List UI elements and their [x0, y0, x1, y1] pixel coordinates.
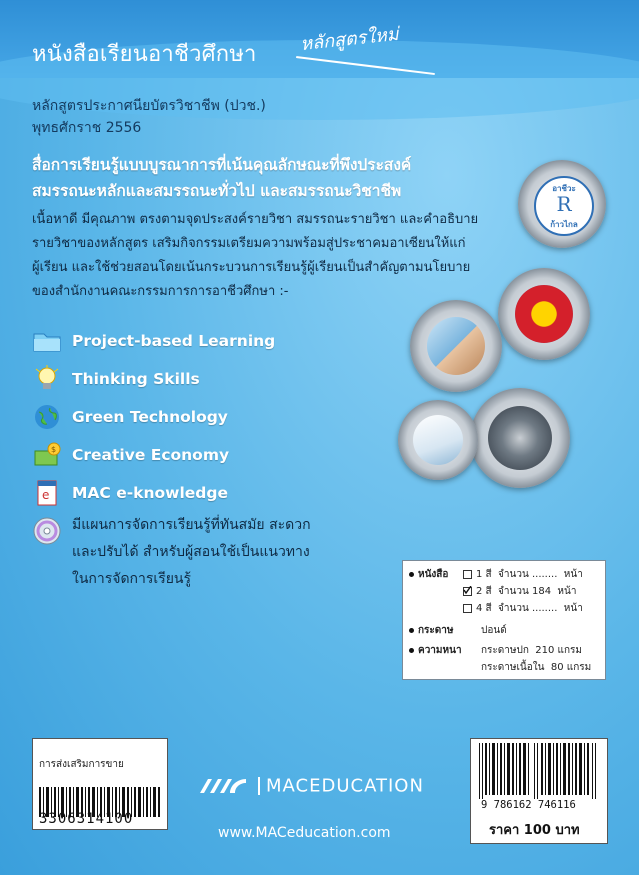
inner-paper-label: กระดาษเนื้อใน: [481, 662, 545, 673]
headline-line: สื่อการเรียนรู้แบบบูรณาการที่เน้นคุณลักษณะที่พึงประสงค์: [32, 156, 412, 174]
checkbox-1-color: [463, 570, 472, 579]
paper-label: กระดาษ: [418, 625, 454, 636]
price-label: ราคา 100 บาท: [489, 823, 580, 838]
badge-bottom-text: ก้าวไกล: [550, 220, 578, 229]
isbn-number: 9 786162 746116: [481, 799, 576, 811]
gram-unit: แกรม: [566, 662, 592, 673]
thickness-label: ความหนา: [418, 645, 462, 656]
page-unit: หน้า: [557, 586, 577, 597]
gear-charts: [398, 400, 478, 480]
count-label: จำนวน: [498, 603, 529, 614]
feature-label: Project-based Learning: [72, 332, 276, 350]
planning-line: มีแผนการจัดการเรียนรู้ที่ทันสมัย สะดวก: [72, 517, 311, 533]
bullet-icon: [409, 628, 414, 633]
new-curriculum-badge: หลักสูตรใหม่: [299, 23, 400, 56]
logo-text: MACEDUCATION: [266, 775, 424, 797]
count4-value: ........: [531, 603, 558, 614]
print-spec-box: [402, 560, 606, 680]
badge-letter: R: [556, 192, 572, 216]
gear-handshake: [410, 300, 502, 392]
description-line: รายวิชาของหลักสูตร เสริมกิจกรรมเตรียมความพร้อมสู่ประชาคมอาเซียนให้แก่: [32, 236, 466, 251]
feature-list: [32, 322, 275, 512]
feature-label: Green Technology: [72, 408, 228, 426]
lightbulb-icon: [32, 365, 62, 393]
checkbox-4-color: [463, 604, 472, 613]
count-label: จำนวน: [498, 586, 529, 597]
cover-gram-value: 210: [535, 645, 555, 656]
money-icon: [32, 441, 62, 469]
feature-item: [32, 436, 275, 474]
svg-text:e: e: [42, 488, 50, 502]
logo-divider: [258, 777, 260, 795]
headline: [32, 152, 472, 204]
headline-line: สมรรถนะหลักและสมรรถนะทั่วไป และสมรรถนะวิชาชีพ: [32, 182, 402, 200]
feature-item: [32, 322, 275, 360]
cover-paper-label: กระดาษปก: [481, 645, 529, 656]
isbn-barcode: [470, 738, 608, 844]
checkbox-2-color-checked: [463, 587, 472, 596]
book-label: หนังสือ: [418, 569, 449, 580]
gear-vocational-badge: [518, 160, 606, 248]
feature-item: [32, 474, 275, 512]
color2-label: 2 สี: [476, 586, 492, 597]
feature-item: [32, 360, 275, 398]
description-line: ของสำนักงานคณะกรรมการการอาชีวศึกษา :-: [32, 284, 289, 299]
gear-machinery: [470, 388, 570, 488]
feature-label: Thinking Skills: [72, 370, 200, 388]
color4-label: 4 สี: [476, 603, 492, 614]
planning-line: ในการจัดการเรียนรู้: [72, 571, 192, 587]
curriculum-year: พุทธศักราช 2556: [32, 120, 142, 136]
description: [32, 208, 502, 304]
barcode-bars: [479, 743, 599, 799]
feature-label: Creative Economy: [72, 446, 230, 464]
e-knowledge-icon: [32, 479, 62, 507]
feature-item: [32, 398, 275, 436]
mac-education-logo: [200, 775, 424, 797]
promo-barcode: [32, 738, 168, 830]
bullet-icon: [409, 572, 414, 577]
bullet-icon: [409, 648, 414, 653]
globe-icon: [32, 403, 62, 431]
page-unit: หน้า: [563, 603, 583, 614]
folder-icon: [32, 327, 62, 355]
curriculum-name: หลักสูตรประกาศนียบัตรวิชาชีพ (ปวช.): [32, 98, 266, 114]
description-line: ผู้เรียน และใช้ช่วยสอนโดยเน้นกระบวนการเรียนรู้ผู้เรียนเป็นสำคัญตามนโยบาย: [32, 260, 471, 275]
page-unit: หน้า: [563, 569, 583, 580]
paper-value: ปอนด์: [481, 625, 507, 636]
count2-value: 184: [531, 586, 552, 597]
count1-value: ........: [531, 569, 558, 580]
website-url[interactable]: www.MACeducation.com: [218, 825, 391, 841]
promo-number: 3306314100: [39, 811, 134, 827]
planning-line: และปรับได้ สำหรับผู้สอนใช้เป็นแนวทาง: [72, 544, 310, 560]
mac-logo-mark: [200, 777, 246, 795]
gram-unit: แกรม: [557, 645, 583, 656]
book-title: หนังสือเรียนอาชีวศึกษา: [32, 42, 257, 67]
inner-gram-value: 80: [550, 662, 564, 673]
count-label: จำนวน: [498, 569, 529, 580]
cd-icon: [32, 516, 62, 550]
description-line: เนื้อหาดี มีคุณภาพ ตรงตามจุดประสงค์รายวิชา สมรรถนะรายวิชา และคำอธิบาย: [32, 212, 479, 227]
feature-label: MAC e-knowledge: [72, 484, 228, 502]
svg-text:$: $: [51, 445, 57, 454]
promo-label: การส่งเสริมการขาย: [39, 759, 124, 770]
badge-top-text: อาชีวะ: [552, 184, 576, 193]
gear-asean: [498, 268, 590, 360]
color1-label: 1 สี: [476, 569, 492, 580]
curriculum-info: [32, 95, 266, 139]
